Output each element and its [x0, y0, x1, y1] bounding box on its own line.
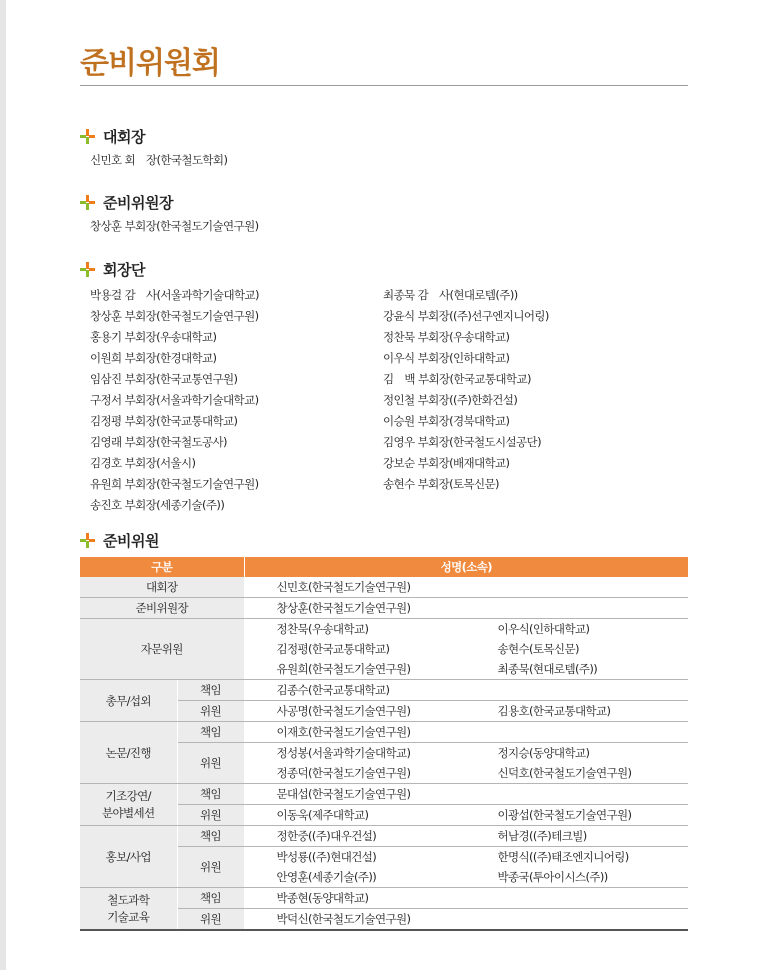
page-left-edge — [0, 0, 6, 970]
committee-table — [80, 557, 688, 931]
plus-bullet-icon — [80, 262, 95, 277]
officer-entry: 최종묵 감 사(현대로템(주)) — [383, 288, 518, 302]
member-name: 한명식((주)태조엔지니어링) — [497, 850, 629, 864]
table-row — [80, 888, 688, 909]
member-name: 정지승(동양대학교) — [497, 746, 590, 760]
prep-chair-section — [80, 192, 258, 234]
chair-heading: 대회장 — [103, 127, 145, 146]
member-name: 이재호(한국철도기술연구원) — [244, 722, 688, 743]
member-name: 김용호(한국교통대학교) — [497, 704, 611, 718]
officer-entry: 강윤식 부회장((주)선구엔지니어링) — [383, 309, 549, 323]
officer-entry: 정인철 부회장((주)한화건설) — [383, 393, 518, 407]
officer-entry: 임삼진 부회장(한국교통연구원) — [90, 372, 238, 386]
role-lead: 책임 — [177, 888, 244, 909]
member-name: 창상훈(한국철도기술연구원) — [244, 598, 688, 619]
officer-entry: 김영우 부회장(한국철도시설공단) — [383, 435, 541, 449]
table-row — [80, 722, 688, 743]
member-name: 이동욱(제주대학교) — [276, 808, 369, 822]
table-row — [80, 619, 688, 680]
officers-left-column — [90, 285, 383, 516]
officer-entry: 이원희 부회장(한경대학교) — [90, 351, 217, 365]
member-name: 정한중((주)대우건설) — [276, 829, 377, 843]
member-name: 문대섭(한국철도기술연구원) — [244, 784, 688, 805]
member-name: 이우식(인하대학교) — [497, 622, 590, 636]
prep-chair-line: 창상훈 부회장(한국철도기술연구원) — [90, 219, 259, 233]
role-lead: 책임 — [177, 680, 244, 701]
officers-right-column — [383, 285, 549, 516]
table-row — [80, 826, 688, 847]
officer-entry: 강보순 부회장(배재대학교) — [383, 456, 510, 470]
member-name: 정찬묵(우송대학교) — [276, 622, 369, 636]
member-name: 최종묵(현대로템(주)) — [497, 662, 598, 676]
role-member: 위원 — [177, 805, 244, 826]
prep-chair-heading: 준비위원장 — [103, 193, 173, 212]
member-name: 정종덕(한국철도기술연구원) — [276, 766, 411, 780]
table-row — [80, 598, 688, 619]
officer-entry: 김경호 부회장(서울시) — [90, 456, 196, 470]
table-row — [80, 784, 688, 805]
officer-entry: 이우식 부회장(인하대학교) — [383, 351, 510, 365]
row-label-pr: 홍보/사업 — [80, 826, 177, 888]
officer-entry: 이승원 부회장(경북대학교) — [383, 414, 510, 428]
table-row — [80, 680, 688, 701]
member-name: 박성룡((주)현대건설) — [276, 850, 377, 864]
member-name: 김정평(한국교통대학교) — [276, 642, 390, 656]
advisor-names — [244, 619, 688, 680]
officer-entry: 유원희 부회장(한국철도기술연구원) — [90, 477, 259, 491]
role-member: 위원 — [177, 701, 244, 722]
member-name: 신덕호(한국철도기술연구원) — [497, 766, 632, 780]
role-lead: 책임 — [177, 784, 244, 805]
member-name: 박덕신(한국철도기술연구원) — [244, 909, 688, 931]
officer-entry: 김 백 부회장(한국교통대학교) — [383, 372, 531, 386]
officers-section — [80, 259, 549, 516]
officer-entry: 창상훈 부회장(한국철도기술연구원) — [90, 309, 259, 323]
member-name: 이광섭(한국철도기술연구원) — [497, 808, 632, 822]
row-label-prep-chair: 준비위원장 — [80, 598, 244, 619]
plus-bullet-icon — [80, 533, 95, 548]
member-name: 신민호(한국철도기술연구원) — [244, 577, 688, 598]
officer-entry: 김영래 부회장(한국철도공사) — [90, 435, 227, 449]
table-header-row — [80, 557, 688, 577]
role-member: 위원 — [177, 743, 244, 784]
row-label-chair: 대회장 — [80, 577, 244, 598]
officer-entry: 정찬묵 부회장(우송대학교) — [383, 330, 510, 344]
officer-entry: 홍용기 부회장(우송대학교) — [90, 330, 217, 344]
title-divider — [80, 85, 688, 86]
member-name: 유원희(한국철도기술연구원) — [276, 662, 411, 676]
role-member: 위원 — [177, 909, 244, 931]
page-title: 준비위원회 — [80, 46, 220, 81]
role-lead: 책임 — [177, 826, 244, 847]
row-label-advisors: 자문위원 — [80, 619, 244, 680]
member-name: 김종수(한국교통대학교) — [244, 680, 688, 701]
officer-entry: 송진호 부회장(세종기술(주)) — [90, 498, 225, 512]
chair-section — [80, 126, 227, 168]
member-name: 안영훈(세종기술(주)) — [276, 870, 377, 884]
member-name: 송현수(토목신문) — [497, 642, 579, 656]
table-row — [80, 577, 688, 598]
officer-entry: 김정평 부회장(한국교통대학교) — [90, 414, 238, 428]
member-name: 허남경((주)테크빌) — [497, 829, 587, 843]
officer-entry: 구정서 부회장(서울과학기술대학교) — [90, 393, 259, 407]
row-label-education: 철도과학 기술교육 — [80, 888, 177, 931]
column-header-names: 성명(소속) — [244, 557, 688, 577]
column-header-category: 구분 — [80, 557, 244, 577]
officers-heading: 회장단 — [103, 260, 145, 279]
row-label-keynote: 기조강연/ 분야별세션 — [80, 784, 177, 826]
member-name: 박종현(동양대학교) — [244, 888, 688, 909]
member-name: 정성봉(서울과학기술대학교) — [276, 746, 411, 760]
row-label-general: 총무/섭외 — [80, 680, 177, 722]
officer-entry: 박용걸 감 사(서울과학기술대학교) — [90, 288, 259, 302]
chair-line: 신민호 회 장(한국철도학회) — [90, 153, 228, 167]
row-label-papers: 논문/진행 — [80, 722, 177, 784]
role-lead: 책임 — [177, 722, 244, 743]
committee-section — [80, 530, 159, 550]
member-name: 사공명(한국철도기술연구원) — [276, 704, 411, 718]
role-member: 위원 — [177, 847, 244, 888]
plus-bullet-icon — [80, 129, 95, 144]
plus-bullet-icon — [80, 195, 95, 210]
committee-heading: 준비위원 — [103, 531, 159, 550]
officer-entry: 송현수 부회장(토목신문) — [383, 477, 499, 491]
member-name: 박종국(투아이시스(주)) — [497, 870, 608, 884]
